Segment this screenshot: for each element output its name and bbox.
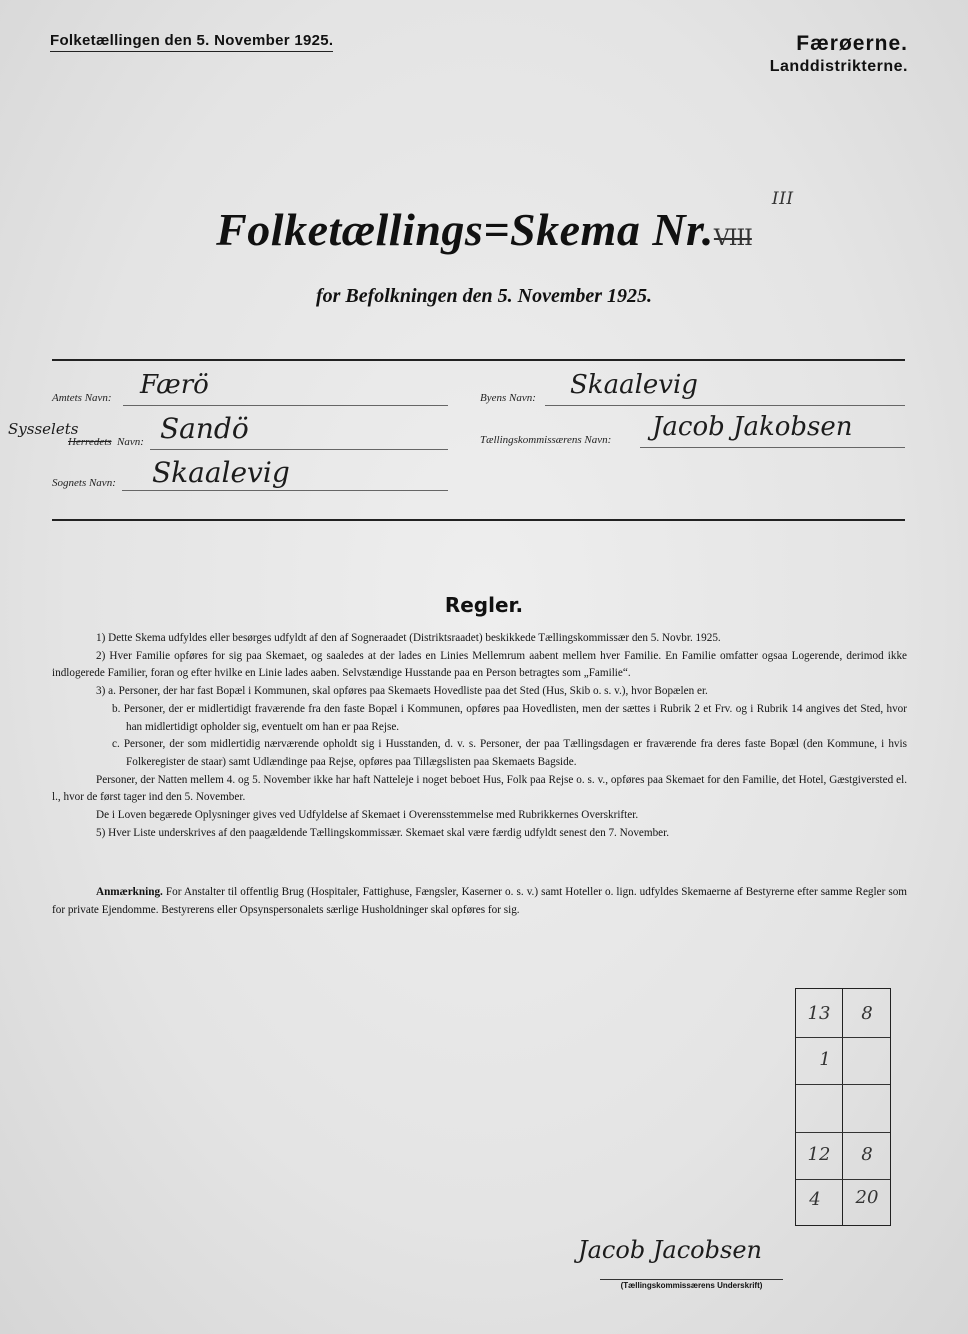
tally-cell: 8: [861, 1144, 873, 1165]
region-header: [770, 32, 908, 76]
tally-cell: 13: [807, 1003, 831, 1024]
tally-row-divider: [796, 1037, 890, 1038]
herred-label-struck: Herredets: [68, 436, 112, 448]
tally-column-divider: [842, 989, 843, 1225]
sogn-label: Sognets Navn:: [52, 477, 116, 489]
rule-3b: b. Personer, der er midlertidigt fraværende fra den faste Bopæl i Kommunen, opføres paa Hovedlisten, men der sættes i Rubrik 2 et Frv. og i Rubrik 14 angives det Sted, hvor han midlertidigt opholder sig, eventuelt om han er paa Rejse.: [112, 702, 907, 733]
signature-line: [600, 1279, 783, 1280]
signature-handwritten: Jacob Jacobsen: [578, 1236, 762, 1264]
rule-3a: 3) a. Personer, der har fast Bopæl i Kommunen, skal opføres paa Skemaets Hovedliste paa det Sted (Hus, Skib o. s. v.), hvor Bopælen er.: [96, 685, 708, 698]
form-number-struck: VIII: [713, 226, 752, 251]
region-name: Færøerne.: [796, 32, 908, 55]
form-title: [0, 189, 968, 256]
census-date-header: Folketællingen den 5. November 1925.: [50, 32, 333, 52]
herred-label: Navn:: [117, 436, 144, 448]
rule-3c: c. Personer, der som midlertidig nærværende opholdt sig i Husstanden, d. v. s. Personer, der paa Tællingsdagen er fraværende fra deres faste Bopæl (den Kommune, i hvis Folkeregister de staar) samt Udlændinge paa Rejse, opføres paa Tillægslisten paa Skemaets Bagside.: [112, 738, 907, 768]
amt-line: [123, 405, 448, 406]
tally-cell: 4: [809, 1189, 821, 1210]
tally-cell: 20: [855, 1187, 879, 1208]
district-type: Landdistrikterne.: [769, 58, 908, 75]
tally-row-divider: [796, 1179, 890, 1180]
sogn-line: [122, 490, 448, 491]
form-number-handwritten: III: [771, 189, 794, 209]
amt-value: Færö: [140, 370, 209, 400]
tally-cell: 12: [807, 1144, 831, 1165]
rules-heading: Regler.: [444, 593, 524, 617]
by-line: [545, 405, 905, 406]
divider-top: [52, 359, 905, 361]
remark-text: For Anstalter til offentlig Brug (Hospitaler, Fattighuse, Fængsler, Kaserner o. s. v.) samt Hoteller o. lign. udfyldes Skemaerne af Bestyrerne efter samme Regler som for private Ejendomme. Bestyrerens eller Opsynspersonalets særlige Husholdninger skal opføres for sig.: [52, 886, 907, 916]
kommissaer-label: Tællingskommissærens Navn:: [480, 434, 612, 446]
sogn-value: Skaalevig: [152, 456, 290, 489]
form-title-text: Folketællings=Skema Nr.: [216, 204, 714, 255]
rule-3d: Personer, der Natten mellem 4. og 5. November ikke har haft Natteleje i noget beboet Hus, Folk paa Rejse o. s. v., opføres paa Skemaet for den Familie, det Hotel, Gæstgiversted el. l., hvor de først tager ind den 5. November.: [52, 773, 907, 804]
tally-cell: 8: [861, 1003, 873, 1024]
kommissaer-value: Jacob Jakobsen: [652, 412, 853, 442]
tally-row-divider: [796, 1084, 890, 1085]
rule-2: 2) Hver Familie opføres for sig paa Skemaet, og saaledes at der lades en Linies Mellemrum aabent mellem hver Familie. En Familie omfatter ogsaa Logerende, derimod ikke indlogerede Familier, foran og efter hvilke en Linie lades aaben. Selvstændige Husstande paa en Person betragtes som „Familie“.: [52, 649, 907, 680]
herred-line: [150, 449, 448, 450]
remark: [52, 884, 907, 919]
amt-label: Amtets Navn:: [52, 392, 112, 404]
remark-label: Anmærkning.: [96, 886, 163, 898]
rules-text: [52, 630, 907, 842]
tally-cell: 1: [819, 1049, 831, 1070]
tally-box: [795, 988, 891, 1226]
rule-4: De i Loven begærede Oplysninger gives ved Udfyldelse af Skemaet i Overensstemmelse med Rubrikkernes Overskrifter.: [96, 809, 639, 822]
by-label: Byens Navn:: [480, 392, 536, 404]
signature-caption: (Tællingskommissærens Underskrift): [620, 1281, 763, 1290]
form-subtitle: for Befolkningen den 5. November 1925.: [315, 285, 653, 307]
kommissaer-line: [640, 447, 905, 448]
by-value: Skaalevig: [570, 370, 698, 400]
divider-bottom: [52, 519, 905, 521]
form-number: [713, 189, 794, 256]
herred-value: Sandö: [160, 412, 249, 445]
herred-correction: Sysselets: [8, 420, 79, 438]
tally-row-divider: [796, 1132, 890, 1133]
rule-1: 1) Dette Skema udfyldes eller besørges udfyldt af den af Sogneraadet (Distriktsraadet) beskikkede Tællingskommissær den 5. Novbr. 1925.: [96, 632, 721, 644]
rule-5: 5) Hver Liste underskrives af den paagældende Tællingskommissær. Skemaet skal være færdig udfyldt senest den 7. November.: [96, 826, 670, 839]
